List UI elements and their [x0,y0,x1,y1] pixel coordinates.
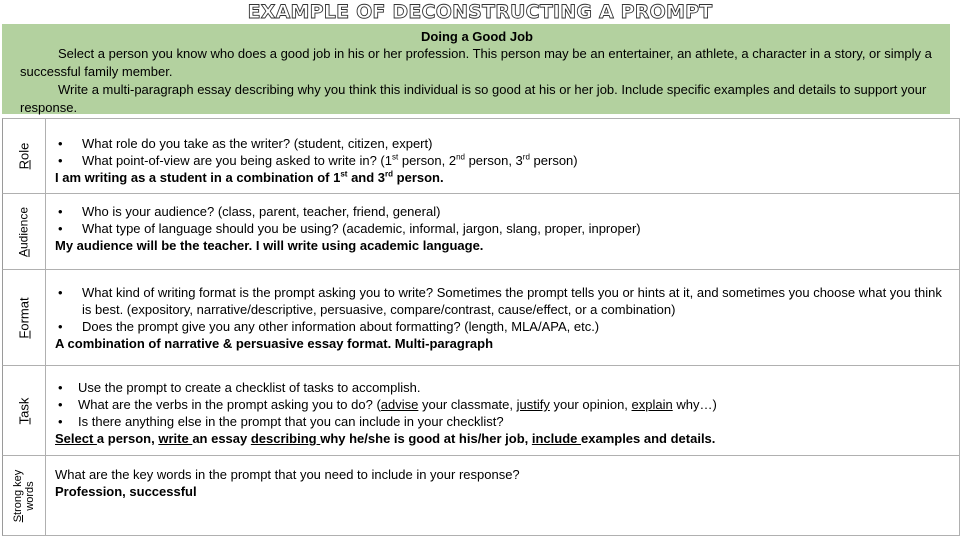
format-question-2: Does the prompt give you any other information about formatting? (length, MLA/APA, etc.) [82,319,600,334]
format-answer: A combination of narrative & persuasive essay format. Multi-paragraph [55,336,494,351]
list-item [55,203,951,220]
task-answer: Select a person, write an essay describing why he/she is good at his/her job, include examples and details. [55,431,716,446]
role-content [55,135,951,186]
page-title: EXAMPLE OF DECONSTRUCTING A PROMPT [247,1,713,23]
audience-question-1: Who is your audience? (class, parent, teacher, friend, general) [82,204,441,219]
row-label-cell [3,194,46,269]
row-role [2,118,960,194]
label-audience: Audience [16,206,31,257]
role-question-1: What role do you take as the writer? (student, citizen, expert) [82,136,433,151]
keywords-question: What are the key words in the prompt that you need to include in your response? [55,467,520,482]
audience-question-2: What type of language should you be using? (academic, informal, jargon, slang, proper, inproper) [82,221,641,236]
prompt-paragraph-1: Select a person you know who does a good job in his or her profession. This person may be an entertainer, an athlete, a character in a story, or simply a successful family member. [20,46,932,79]
label-role: Role [16,142,32,170]
list-item [55,396,951,413]
bullet: • [58,221,63,236]
bullet: • [58,380,63,395]
audience-content [55,203,951,254]
row-label-cell [3,456,46,535]
prompt-heading: Doing a Good Job [421,29,533,44]
bullet: • [58,153,63,168]
audience-answer: My audience will be the teacher. I will write using academic language. [55,238,484,253]
role-answer: I am writing as a student in a combination of 1st and 3rd person. [55,169,444,185]
list-item [55,284,951,318]
row-label-cell [3,270,46,365]
bullet: • [58,397,63,412]
row-format [2,270,960,366]
label-task: Task [16,397,32,424]
bullet: • [58,319,63,334]
bullet: • [58,204,63,219]
format-content [55,284,951,352]
keywords-answer: Profession, successful [55,484,197,499]
row-task [2,366,960,456]
prompt-box [2,24,950,114]
list-item [55,220,951,237]
task-content [55,379,951,447]
bullet: • [58,414,63,429]
row-label-cell [3,119,46,193]
task-question-2: What are the verbs in the prompt asking you to do? (advise your classmate, justify your opinion, explain why…) [78,397,717,412]
task-question-1: Use the prompt to create a checklist of tasks to accomplish. [78,380,421,395]
task-question-3: Is there anything else in the prompt that you can include in your checklist? [78,414,504,429]
list-item [55,152,951,169]
list-item [55,318,951,335]
bullet: • [58,136,63,151]
row-audience [2,194,960,270]
bullet: • [58,285,63,300]
role-question-2: What point-of-view are you being asked to write in? (1st person, 2nd person, 3rd person) [82,152,578,168]
prompt-paragraph-2: Write a multi-paragraph essay describing why you think this individual is so good at his or her job. Include specific examples and details to support your response. [20,82,927,115]
list-item [55,413,951,430]
format-question-1: What kind of writing format is the prompt asking you to write? Sometimes the prompt tells you or hints at it, and sometimes you choose what you think is best. (expository, narrative/descriptive, persuasive, compare/contrast, cause/effect, or a combination) [82,285,942,317]
list-item [55,379,951,396]
row-label-cell [3,366,46,455]
list-item [55,135,951,152]
label-keywords: Strong key words [12,469,36,522]
label-format: Format [16,296,32,339]
row-keywords [2,456,960,536]
keywords-content [55,466,951,500]
